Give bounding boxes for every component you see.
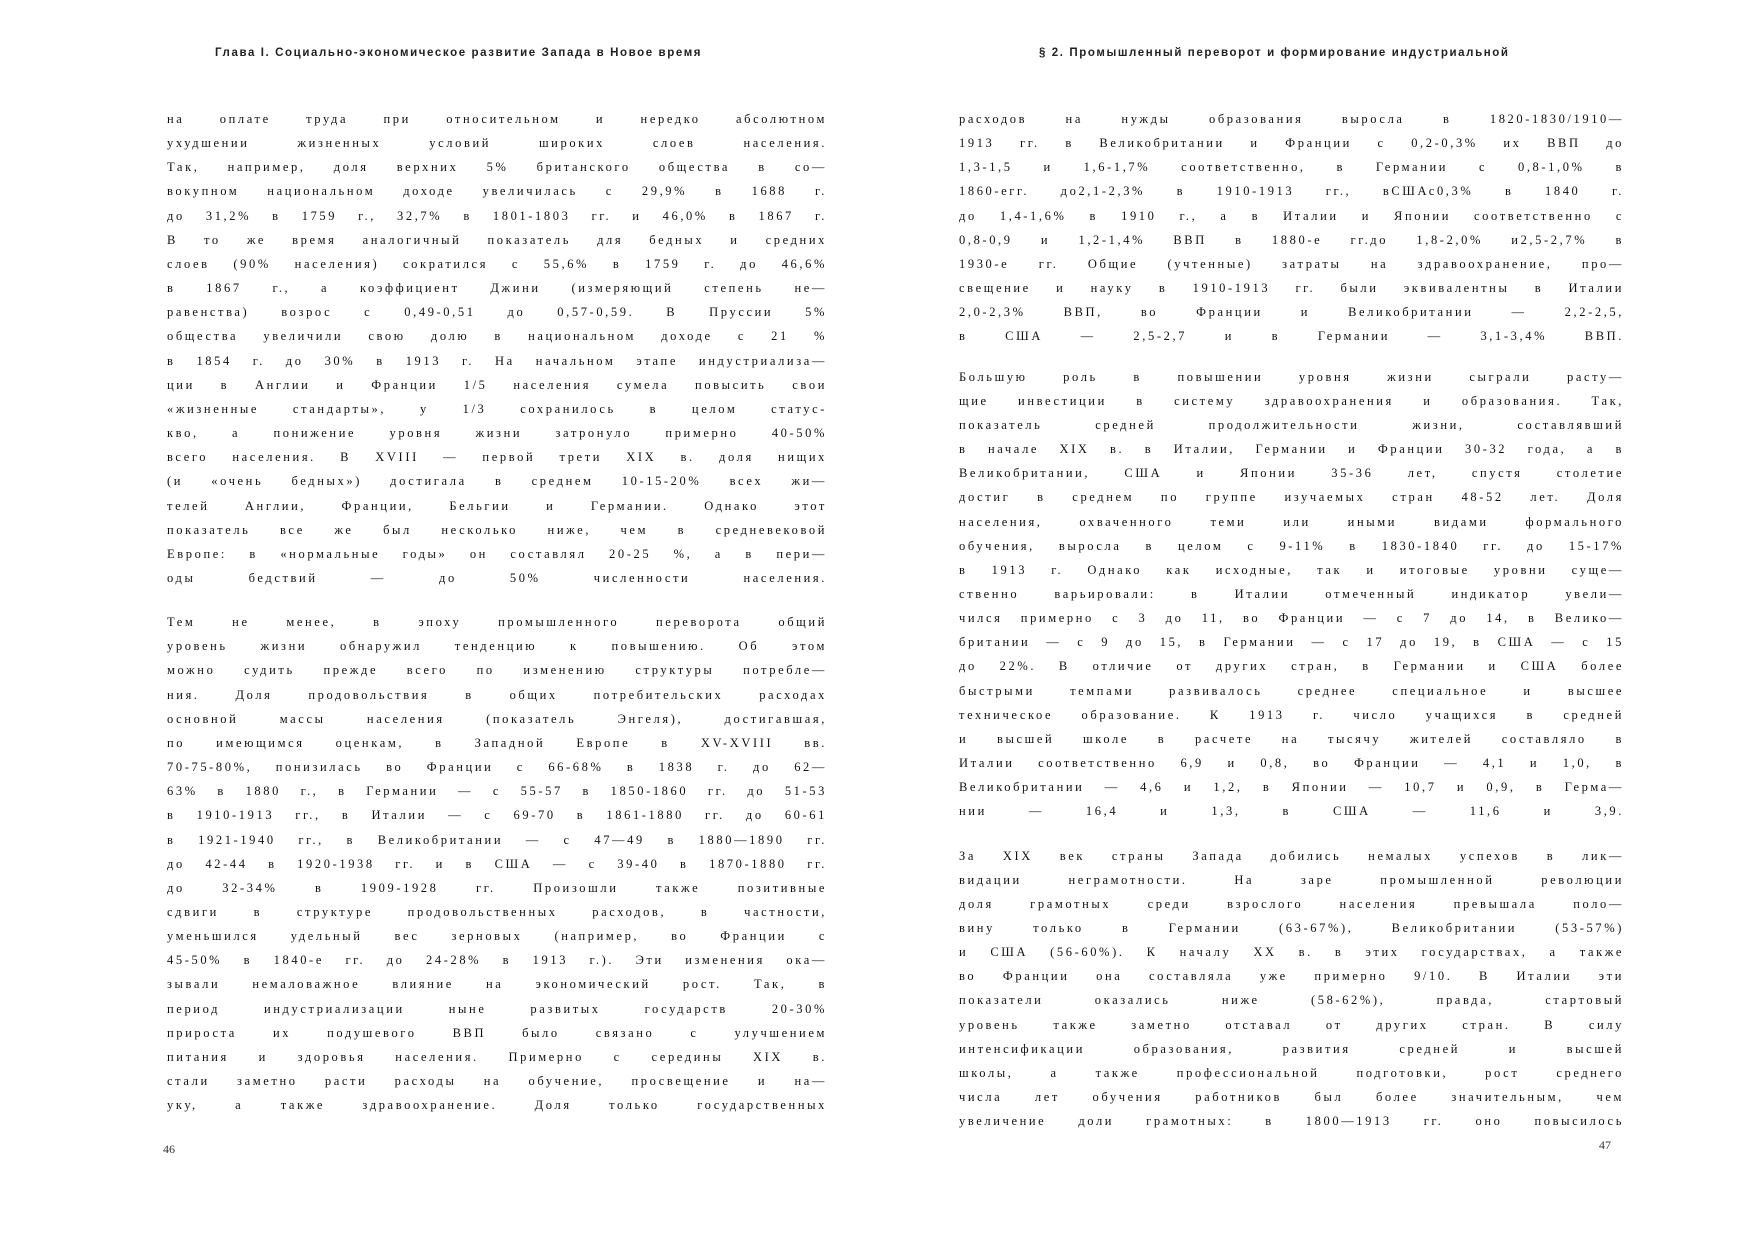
text-line: показатель средней продолжительности жизни, составлявший xyxy=(959,417,1624,432)
text-line: общества увеличили свою долю в национальном доходе с 21 % xyxy=(167,329,827,344)
text-line: по имеющимся оценкам, в Западной Европе в XV-XVIII вв. xyxy=(167,735,827,750)
text-line: прироста их подушевого ВВП было связано с улучшением xyxy=(167,1025,827,1040)
paragraph xyxy=(167,107,827,590)
text-line: ственно варьировали: в Италии отмеченный индикатор увели— xyxy=(959,586,1624,601)
text-line: период индустриализации ныне развитых государств 20-30% xyxy=(167,1001,827,1016)
text-line: увеличение доли грамотных: в 1800—1913 гг. оно повысилось xyxy=(959,1114,1624,1129)
text-line: доля грамотных среди взрослого населения превышала поло— xyxy=(959,896,1624,911)
text-line: в 1854 г. до 30% в 1913 г. На начальном этапе индустриализа— xyxy=(167,353,827,368)
text-line: и высшей школе в расчете на тысячу жителей составляло в xyxy=(959,731,1624,746)
text-line: 45-50% в 1840-е гг. до 24-28% в 1913 г.). Эти изменения ока— xyxy=(167,953,827,968)
text-line: уровень жизни обнаружил тенденцию к повышению. Об этом xyxy=(167,639,827,654)
paragraph xyxy=(959,844,1624,1134)
paragraph xyxy=(167,610,827,1117)
text-line: 2,0-2,3% ВВП, во Франции и Великобритании — 2,2-2,5, xyxy=(959,305,1624,320)
text-line: видации неграмотности. На заре промышленной революции xyxy=(959,872,1624,887)
text-line: интенсификации образования, развития средней и высшей xyxy=(959,1041,1624,1056)
text-line: слоев (90% населения) сократился с 55,6% в 1759 г. до 46,6% xyxy=(167,256,827,271)
text-line: в 1921-1940 гг., в Великобритании — с 47—49 в 1880—1890 гг. xyxy=(167,832,827,847)
text-line: свещение и науку в 1910-1913 гг. были эквивалентны в Италии xyxy=(959,281,1624,296)
text-line: вокупном национальном доходе увеличилась с 29,9% в 1688 г. xyxy=(167,184,827,199)
text-line: в начале XIX в. в Италии, Германии и Франции 30-32 года, а в xyxy=(959,442,1624,457)
page-number: 46 xyxy=(163,1142,175,1156)
text-line: до 42-44 в 1920-1938 гг. и в США — с 39-40 в 1870-1880 гг. xyxy=(167,856,827,871)
text-line: населения, охваченного теми или иными видами формального xyxy=(959,514,1624,529)
text-line: 70-75-80%, понизилась во Франции с 66-68% в 1838 г. до 62— xyxy=(167,760,827,775)
text-line: ции в Англии и Франции 1/5 населения сумела повысить свои xyxy=(167,377,827,392)
text-line: «жизненные стандарты», у 1/3 сохранилось в целом статус- xyxy=(167,401,827,416)
text-line: ния. Доля продовольствия в общих потребительских расходах xyxy=(167,687,827,702)
text-line: уменьшился удельный вес зерновых (например, во Франции с xyxy=(167,929,827,944)
text-line: 1,3-1,5 и 1,6-1,7% соответственно, в Германии с 0,8-1,0% в xyxy=(959,160,1624,175)
text-line: в 1867 г., а коэффициент Джини (измеряющий степень не— xyxy=(167,281,827,296)
text-line: стали заметно расти расходы на обучение, просвещение и на— xyxy=(167,1074,827,1089)
text-line: 0,8-0,9 и 1,2-1,4% ВВП в 1880-е гг.до 1,8-2,0% и2,5-2,7% в xyxy=(959,232,1624,247)
text-line: в 1910-1913 гг., в Италии — с 69-70 в 1861-1880 гг. до 60-61 xyxy=(167,808,827,823)
text-line: уку, а также здравоохранение. Доля только государственных xyxy=(167,1098,827,1113)
text-line: всего населения. В XVIII — первой трети XIX в. доля нищих xyxy=(167,450,827,465)
text-line: до 1,4-1,6% в 1910 г., а в Италии и Японии соответственно с xyxy=(959,208,1624,223)
text-line: питания и здоровья населения. Примерно с середины XIX в. xyxy=(167,1049,827,1064)
text-line: достиг в среднем по группе изучаемых стран 48-52 лет. Доля xyxy=(959,490,1624,505)
text-line: Тем не менее, в эпоху промышленного переворота общий xyxy=(167,615,827,630)
text-line: (и «очень бедных») достигала в среднем 10-15-20% всех жи— xyxy=(167,474,827,489)
text-line: щие инвестиции в систему здравоохранения и образования. Так, xyxy=(959,393,1624,408)
paragraph xyxy=(959,365,1624,824)
text-line: зывали немаловажное влияние на экономический рост. Так, в xyxy=(167,977,827,992)
text-line: 1930-е гг. Общие (учтенные) затраты на здравоохранение, про— xyxy=(959,256,1624,271)
text-line: Италии соответственно 6,9 и 0,8, во Франции — 4,1 и 1,0, в xyxy=(959,756,1624,771)
text-line: уровень также заметно отставал от других стран. В силу xyxy=(959,1017,1624,1032)
right-page xyxy=(877,0,1754,1239)
text-line: в США — 2,5-2,7 и в Германии — 3,1-3,4% ВВП. xyxy=(959,329,1624,344)
text-line: основной массы населения (показатель Энгеля), достигавшая, xyxy=(167,711,827,726)
text-line: кво, а понижение уровня жизни затронуло примерно 40-50% xyxy=(167,426,827,441)
paragraph xyxy=(959,107,1624,349)
text-line: Большую роль в повышении уровня жизни сыграли расту— xyxy=(959,369,1624,384)
text-line: Так, например, доля верхних 5% британского общества в со— xyxy=(167,160,827,175)
text-line: школы, а также профессиональной подготовки, рост среднего xyxy=(959,1065,1624,1080)
text-line: 1913 гг. в Великобритании и Франции с 0,2-0,3% их ВВП до xyxy=(959,136,1624,151)
text-line: на оплате труда при относительном и нередко абсолютном xyxy=(167,112,827,126)
text-line: 1860-егг. до2,1-2,3% в 1910-1913 гг., вСШАс0,3% в 1840 г. xyxy=(959,184,1624,199)
text-line: равенства) возрос с 0,49-0,51 до 0,57-0,59. В Пруссии 5% xyxy=(167,305,827,320)
text-line: За XIX век страны Запада добились немалых успехов в лик— xyxy=(959,848,1624,863)
text-line: сдвиги в структуре продовольственных расходов, в частности, xyxy=(167,905,827,919)
text-line: Европе: в «нормальные годы» он составлял 20-25 %, а в пери— xyxy=(167,546,827,561)
page-number: 47 xyxy=(1599,1138,1611,1152)
text-line: до 32-34% в 1909-1928 гг. Произошли также позитивные xyxy=(167,880,827,895)
text-line: 63% в 1880 г., в Германии — с 55-57 в 1850-1860 гг. до 51-53 xyxy=(167,784,827,799)
text-line: до 22%. В отличие от других стран, в Германии и США более xyxy=(959,659,1624,674)
body-text xyxy=(167,107,827,1117)
text-line: быстрыми темпами развивалось среднее специальное и высшее xyxy=(959,683,1624,698)
text-line: показатели оказались ниже (58-62%), правда, стартовый xyxy=(959,993,1624,1008)
text-line: Великобритании — 4,6 и 1,2, в Японии — 10,7 и 0,9, в Герма— xyxy=(959,780,1624,795)
text-line: оды бедствий — до 50% численности населения. xyxy=(167,570,827,585)
text-line: чился примерно с 3 до 11, во Франции — с 7 до 14, в Велико— xyxy=(959,611,1624,626)
text-line: нии — 16,4 и 1,3, в США — 11,6 и 3,9. xyxy=(959,804,1624,819)
text-line: обучения, выросла в целом с 9-11% в 1830-1840 гг. до 15-17% xyxy=(959,538,1624,553)
text-line: расходов на нужды образования выросла в 1820-1830/1910— xyxy=(959,112,1624,126)
text-line: и США (56-60%). К началу XX в. в этих государствах, а также xyxy=(959,945,1624,960)
text-line: во Франции она составляла уже примерно 9/10. В Италии эти xyxy=(959,969,1624,984)
text-line: британии — с 9 до 15, в Германии — с 17 до 19, в США — с 15 xyxy=(959,635,1624,650)
text-line: Великобритании, США и Японии 35-36 лет, спустя столетие xyxy=(959,466,1624,481)
text-line: техническое образование. К 1913 г. число учащихся в средней xyxy=(959,707,1624,722)
text-line: в 1913 г. Однако как исходные, так и итоговые уровни суще— xyxy=(959,562,1624,577)
text-line: числа лет обучения работников был более значительным, чем xyxy=(959,1090,1624,1105)
text-line: показатель все же был несколько ниже, чем в средневековой xyxy=(167,522,827,537)
body-text xyxy=(959,107,1624,1133)
text-line: можно судить прежде всего по изменению структуры потребле— xyxy=(167,663,827,678)
running-header: Глава I. Социально-экономическое развитие Запада в Новое время xyxy=(215,47,703,59)
text-line: В то же время аналогичный показатель для бедных и средних xyxy=(167,232,827,247)
text-line: вину только в Германии (63-67%), Великобритании (53-57%) xyxy=(959,921,1624,935)
text-line: телей Англии, Франции, Бельгии и Германии. Однако этот xyxy=(167,498,827,513)
running-header: § 2. Промышленный переворот и формирование индустриальной xyxy=(1039,47,1510,59)
text-line: до 31,2% в 1759 г., 32,7% в 1801-1803 гг. и 46,0% в 1867 г. xyxy=(167,208,827,223)
text-line: ухудшении жизненных условий широких слоев населения. xyxy=(167,136,827,151)
